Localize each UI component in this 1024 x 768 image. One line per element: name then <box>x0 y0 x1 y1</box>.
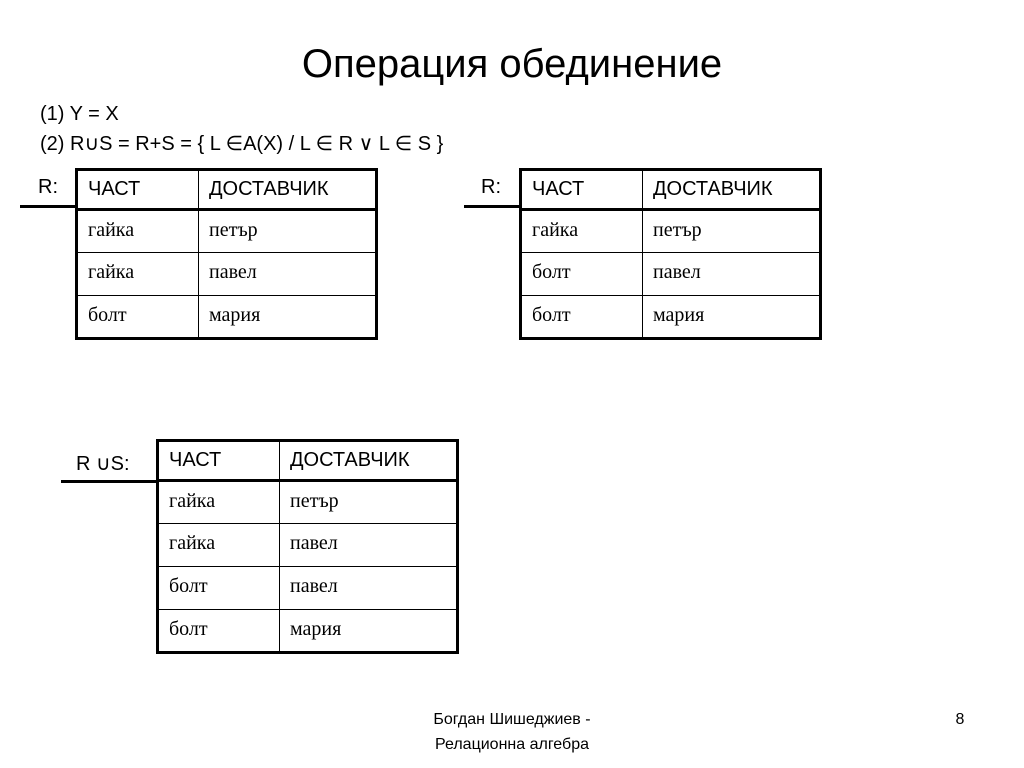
slide-title: Операция обединение <box>301 42 723 86</box>
table-cell: петър <box>643 210 821 253</box>
relation-union-label-underline <box>61 480 158 483</box>
table-row <box>158 610 458 653</box>
table-row <box>521 253 821 296</box>
table-cell: павел <box>280 567 458 610</box>
relation-s-label: R: <box>481 176 501 198</box>
footer-author-line-1: Богдан Шишеджиев - <box>433 711 591 728</box>
table-row <box>77 253 377 296</box>
table-cell: болт <box>158 610 280 653</box>
table-cell: болт <box>158 567 280 610</box>
table-cell: павел <box>199 253 377 296</box>
formula-line-2: (2) R∪S = R+S = { L ∈A(X) / L ∈ R ∨ L ∈ S } <box>40 133 444 155</box>
footer-author <box>0 707 1024 757</box>
relation-union-table <box>156 439 459 654</box>
page-number: 8 <box>955 711 965 728</box>
table-header-row <box>77 170 377 210</box>
table-row <box>158 567 458 610</box>
table-cell: павел <box>280 524 458 567</box>
table-cell: болт <box>521 253 643 296</box>
relation-union-label: R ∪S: <box>76 453 130 475</box>
table-row <box>77 210 377 253</box>
table-cell: петър <box>280 481 458 524</box>
table-row <box>158 481 458 524</box>
relation-r-table <box>75 168 378 340</box>
column-header-supplier: ДОСТАВЧИК <box>643 170 821 210</box>
table-cell: гайка <box>532 219 579 241</box>
table-header-row <box>521 170 821 210</box>
relation-r-label-underline <box>20 205 76 208</box>
table-cell: гайка <box>77 253 199 296</box>
relation-s-table <box>519 168 822 340</box>
footer-author-line-2: Релационна алгебра <box>435 736 589 753</box>
column-header-part: ЧАСТ <box>521 170 643 210</box>
column-header-supplier: ДОСТАВЧИК <box>199 170 377 210</box>
table-cell: петър <box>199 210 377 253</box>
table-row <box>521 210 821 253</box>
table-row <box>77 296 377 339</box>
table-cell: гайка <box>158 524 280 567</box>
table-cell: гайка <box>88 219 135 241</box>
table-row <box>158 524 458 567</box>
column-header-part: ЧАСТ <box>77 170 199 210</box>
relation-s-label-underline <box>464 205 520 208</box>
table-cell: мария <box>280 610 458 653</box>
table-cell: мария <box>643 296 821 339</box>
relation-r-label: R: <box>38 176 58 198</box>
column-header-supplier: ДОСТАВЧИК <box>280 441 458 481</box>
table-header-row <box>158 441 458 481</box>
table-row <box>521 296 821 339</box>
table-cell: болт <box>521 296 643 339</box>
column-header-part: ЧАСТ <box>158 441 280 481</box>
table-cell: павел <box>643 253 821 296</box>
table-cell: гайка <box>169 490 216 512</box>
formula-line-1: (1) Y = X <box>40 103 119 125</box>
table-cell: болт <box>77 296 199 339</box>
table-cell: мария <box>199 296 377 339</box>
